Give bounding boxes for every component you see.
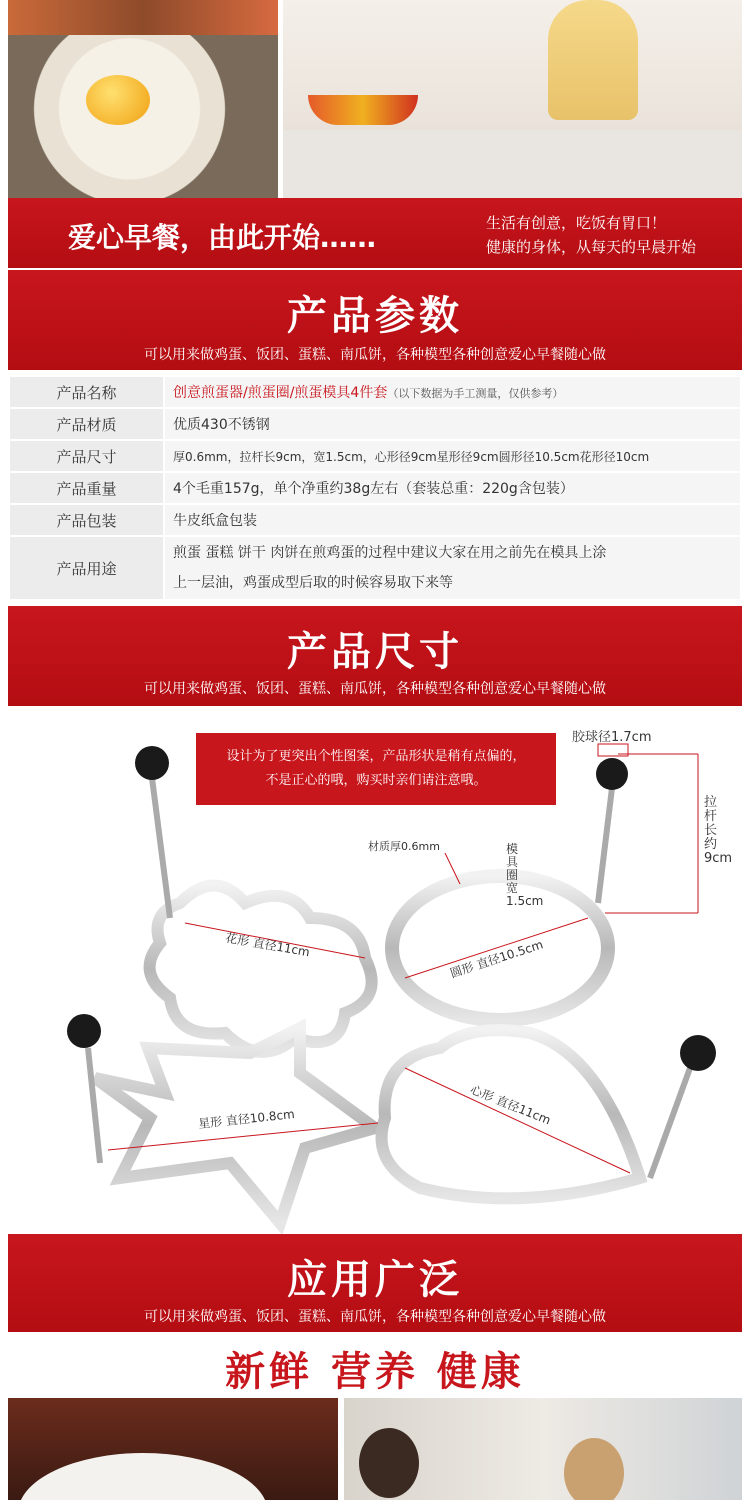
use-header [8,1234,742,1332]
person-head [359,1428,419,1498]
param-value [164,376,741,408]
flower-rod [152,778,170,918]
hero-banner [8,198,742,268]
use-subtitle: 可以用来做鸡蛋、饭团、蛋糕、南瓜饼，各种模型各种创意爱心早餐随心做 [144,1309,606,1325]
param-key: 产品材质 [9,408,164,440]
star-knob [67,1014,101,1048]
flower-mold [150,886,372,1052]
food-plate [8,0,278,35]
param-value [164,536,741,600]
param-value-line-1: 煎蛋 蛋糕 饼干 肉饼在煎鸡蛋的过程中建议大家在用之前先在模具上涂 [173,545,607,561]
param-key: 产品尺寸 [9,440,164,472]
param-value: 4个毛重157g，单个净重约38g左右（套装总重：220g含包装） [164,472,741,504]
table-row [9,536,741,600]
flower-label: 花形 直径11cm [224,930,311,960]
use-title: 应用广泛 [287,1257,463,1303]
param-key: 产品包装 [9,504,164,536]
size-diagram [0,708,750,1234]
heart-mold [382,1030,640,1198]
param-value-name: 创意煎蛋器/煎蛋圈/煎蛋模具4件套 [173,385,388,401]
size-subtitle: 可以用来做鸡蛋、饭团、蛋糕、南瓜饼，各种模型各种创意爱心早餐随心做 [144,681,606,697]
param-key: 产品重量 [9,472,164,504]
shape-notice-line-2: 不是正心的哦，购买时亲们请注意哦。 [265,773,487,788]
family-photo [344,1398,742,1500]
family-kitchen-photo [283,0,742,198]
table-row [9,408,741,440]
person-head [564,1438,624,1500]
table-row [9,504,741,536]
param-value: 牛皮纸盒包装 [164,504,741,536]
circle-rod [598,788,612,903]
params-header [8,268,742,370]
table-row [9,472,741,504]
size-title: 产品尺寸 [287,629,463,675]
egg-photo [8,0,278,198]
fresh-healthy-slogan: 新鲜 营养 健康 [225,1349,525,1395]
counter [283,130,742,198]
param-key: 产品用途 [9,536,164,600]
params-table [8,375,742,601]
shape-notice [196,733,556,805]
params-title: 产品参数 [287,293,463,339]
flower-knob [135,746,169,780]
fruit-bowl [308,95,418,125]
hero-slogan-right-2: 健康的身体，从每天的早晨开始 [486,238,697,256]
param-value: 厚0.6mm，拉杆长9cm，宽1.5cm，心形径9cm星形径9cm圆形径10.5cm花形径10cm [164,440,741,472]
circle-knob [596,758,628,790]
params-subtitle: 可以用来做鸡蛋、饭团、蛋糕、南瓜饼，各种模型各种创意爱心早餐随心做 [144,347,606,363]
shape-notice-line-1: 设计为了更突出个性图案，产品形状是稍有点偏的， [226,749,526,764]
heart-rod [650,1068,690,1178]
star-label: 星形 直径10.8cm [197,1106,296,1132]
param-key: 产品名称 [9,376,164,408]
child-figure [548,0,638,120]
table-row [9,376,741,408]
param-value: 优质430不锈钢 [164,408,741,440]
star-rod [88,1048,100,1163]
hero-slogan-right-1: 生活有创意，吃饭有胃口！ [486,214,667,232]
hero-slogan-left: 爱心早餐，由此开始…… [68,221,377,254]
egg-yolk [86,75,150,125]
plate [18,1453,268,1500]
ball-label: 胶球径1.7cm [572,730,652,745]
circle-dim-line [405,918,588,978]
size-header [8,606,742,706]
thickness-label: 材质厚0.6mm [368,840,440,853]
param-value-line-2: 上一层油，鸡蛋成型后取的时候容易取下来等 [173,575,453,591]
heart-knob [680,1035,716,1071]
plate-photo [8,1398,338,1500]
circle-label: 圆形 直径10.5cm [448,937,545,981]
param-note: （以下数据为手工测量，仅供参考） [387,387,564,400]
table-row [9,440,741,472]
width-label: 模具圈宽1.5cm [506,842,544,908]
rod-label: 拉杆长约9cm [704,795,733,866]
heart-label: 心形 直径11cm [468,1082,553,1128]
